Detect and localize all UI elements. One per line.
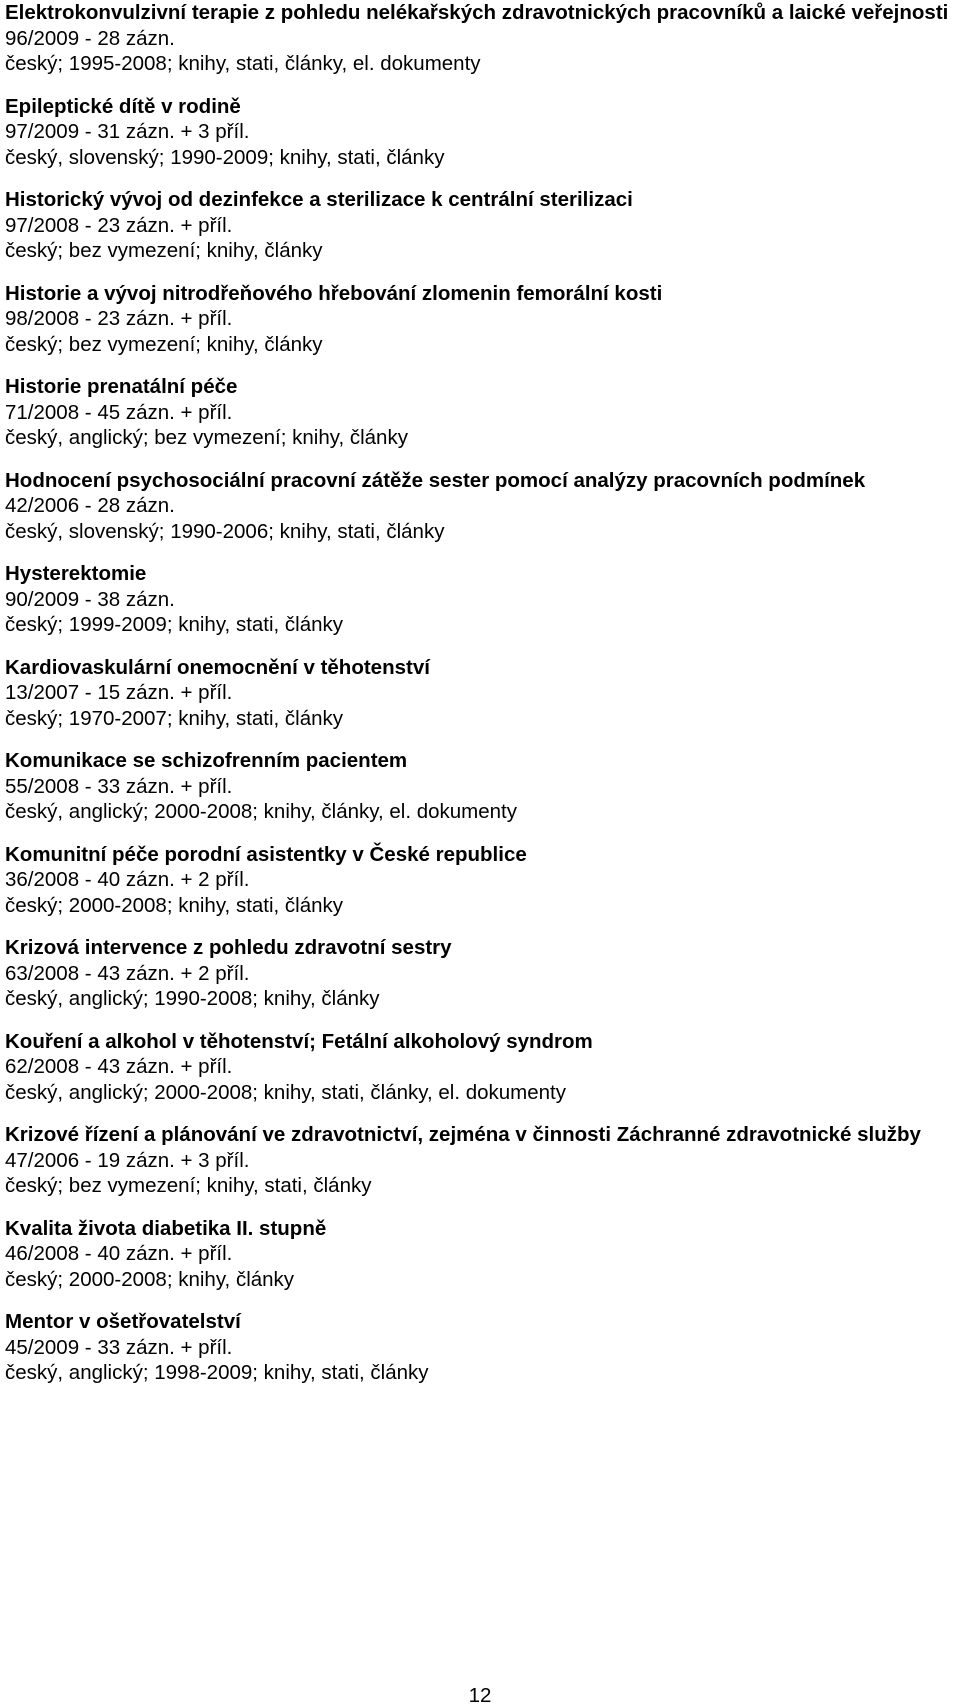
entry-title: Kardiovaskulární onemocnění v těhotenství — [5, 655, 430, 679]
entry — [5, 1309, 955, 1386]
entry — [5, 1216, 955, 1293]
entry — [5, 935, 955, 1012]
entry-details: český; bez vymezení; knihy, články — [5, 239, 323, 262]
entry-details: český, slovenský; 1990-2006; knihy, stati, články — [5, 519, 445, 543]
entry-details: český; 1970-2007; knihy, stati, články — [5, 706, 344, 730]
entry-title: Komunikace se schizofrenním pacientem — [5, 749, 408, 772]
entry-details: český; 1995-2008; knihy, stati, články, el. dokumenty — [5, 52, 481, 75]
entry — [5, 561, 955, 638]
entry-title: Historie a vývoj nitrodřeňového hřebování zlomenin femorální kosti — [5, 281, 663, 305]
entry-records: 42/2006 - 28 zázn. — [5, 494, 175, 517]
bibliography-list — [5, 0, 955, 1386]
entry-details: český; 1999-2009; knihy, stati, články — [5, 613, 344, 636]
entry-records: 71/2008 - 45 zázn. + příl. — [5, 400, 233, 424]
entry-title: Historický vývoj od dezinfekce a sterilizace k centrální sterilizaci — [5, 188, 633, 211]
entry-records: 98/2008 - 23 zázn. + příl. — [5, 307, 233, 330]
entry-title: Krizová intervence z pohledu zdravotní sestry — [5, 936, 452, 959]
entry-title: Epileptické dítě v rodině — [5, 94, 241, 118]
entry-details: český, anglický; 1990-2008; knihy, články — [5, 987, 380, 1010]
entry-title: Elektrokonvulzivní terapie z pohledu nelékařských zdravotnických pracovníků a laické veřejnosti — [5, 1, 949, 24]
entry — [5, 0, 955, 77]
entry-details: český, anglický; 1998-2009; knihy, stati, články — [5, 1361, 429, 1384]
entry-title: Mentor v ošetřovatelství — [5, 1310, 241, 1333]
entry-details: český; bez vymezení; knihy, články — [5, 332, 323, 356]
entry-records: 36/2008 - 40 zázn. + 2 příl. — [5, 868, 250, 891]
entry-details: český; bez vymezení; knihy, stati, články — [5, 1174, 372, 1197]
entry — [5, 94, 955, 171]
entry — [5, 468, 955, 545]
entry-records: 62/2008 - 43 zázn. + příl. — [5, 1055, 233, 1078]
entry — [5, 842, 955, 919]
entry-details: český; 2000-2008; knihy, stati, články — [5, 893, 344, 917]
entry-title: Kouření a alkohol v těhotenství; Fetální alkoholový syndrom — [5, 1029, 593, 1053]
entry — [5, 374, 955, 451]
entry-title: Hysterektomie — [5, 562, 147, 585]
entry-details: český, slovenský; 1990-2009; knihy, stati, články — [5, 145, 445, 169]
entry — [5, 187, 955, 264]
entry-title: Krizové řízení a plánování ve zdravotnictví, zejména v činnosti Záchranné zdravotnické služby — [5, 1123, 921, 1146]
entry-details: český, anglický; 2000-2008; knihy, stati, články, el. dokumenty — [5, 1080, 566, 1104]
entry-details: český, anglický; 2000-2008; knihy, články, el. dokumenty — [5, 800, 517, 823]
entry-records: 96/2009 - 28 zázn. — [5, 26, 175, 50]
entry-records: 63/2008 - 43 zázn. + 2 příl. — [5, 961, 250, 985]
entry-details: český; 2000-2008; knihy, články — [5, 1267, 295, 1291]
entry — [5, 281, 955, 358]
entry-title: Hodnocení psychosociální pracovní zátěže sester pomocí analýzy pracovních podmínek — [5, 468, 866, 492]
entry-records: 13/2007 - 15 zázn. + příl. — [5, 681, 233, 704]
entry-records: 46/2008 - 40 zázn. + příl. — [5, 1242, 233, 1265]
entry-title: Komunitní péče porodní asistentky v České republice — [5, 842, 527, 866]
entry-records: 45/2009 - 33 zázn. + příl. — [5, 1335, 233, 1359]
entry-title: Historie prenatální péče — [5, 375, 238, 398]
entry-records: 97/2008 - 23 zázn. + příl. — [5, 213, 233, 237]
page-number: 12 — [468, 1684, 492, 1707]
entry-records: 47/2006 - 19 zázn. + 3 příl. — [5, 1148, 250, 1172]
entry — [5, 655, 955, 732]
entry-records: 97/2009 - 31 zázn. + 3 příl. — [5, 120, 250, 143]
entry-details: český, anglický; bez vymezení; knihy, články — [5, 426, 408, 449]
entry-records: 55/2008 - 33 zázn. + příl. — [5, 774, 233, 798]
entry-title: Kvalita života diabetika II. stupně — [5, 1216, 327, 1240]
entry — [5, 1029, 955, 1106]
entry — [5, 1122, 955, 1199]
entry-records: 90/2009 - 38 zázn. — [5, 587, 175, 611]
entry — [5, 748, 955, 825]
